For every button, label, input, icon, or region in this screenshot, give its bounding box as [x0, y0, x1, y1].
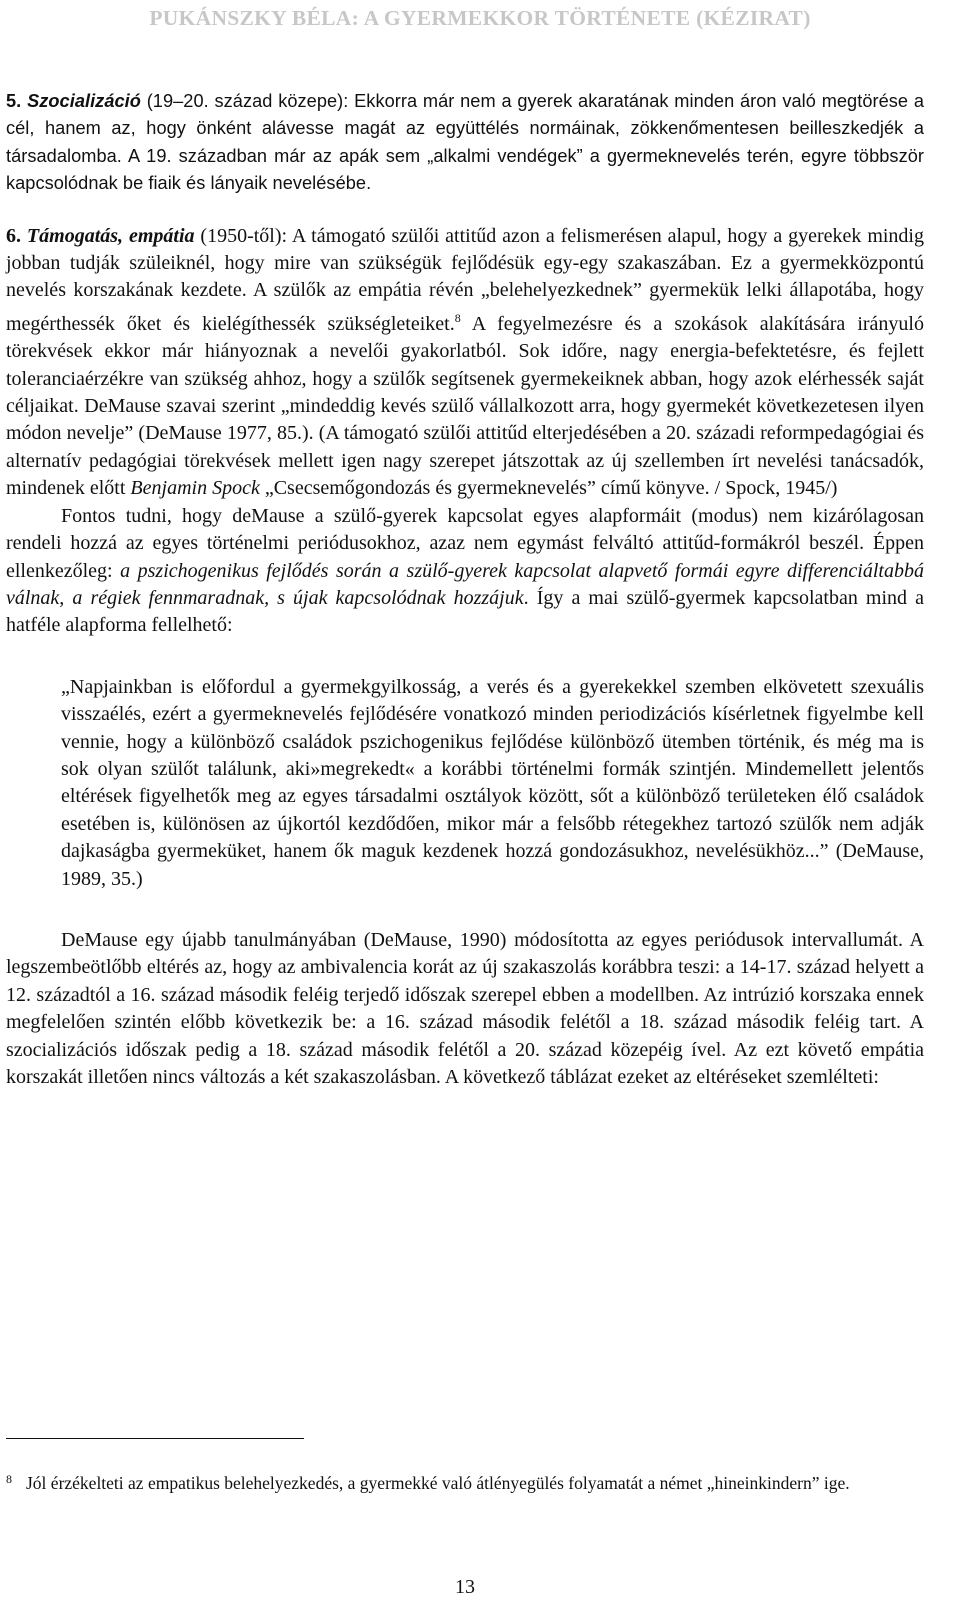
section-5-period: (19–20. század közepe): — [140, 91, 355, 111]
section-5-text: Ekkorra már nem a gyerek akaratának minden áron való megtörése a cél, hanem az, hogy önként alávesse magát az együttélés normáinak, zökkenőmentesen beilleszkedjék a társadalomba. A 19. században már az apák sem „alkalmi vendégek” a gyermeknevelés terén, egyre többször kapcsolódnak be fiaik és lányaik nevelésébe. — [6, 91, 925, 194]
block-quote: „Napjainkban is előfordul a gyermekgyilkosság, a verés és a gyerekekkel szemben elkövetett szexuális visszaélés, ezért a gyermeknevelés fejlődésére vonatkozó minden periodizációs kísérletnek figyelmbe kell vennie, hogy a különböző családok pszichogenikus fejlődése különböző ütemben történik, és még ma is sok olyan szülőt találunk, aki»megrekedt« a korábbi történelmi formák szintjén. Mindemellett jelentős eltérések figyelhetők meg az egyes társadalmi osztályok között, sőt a különböző területeken élő családok esetében is, különösen az újkortól kezdődően, mikor már a felsőbb rétegekhez tartozó szülők nem adják dajkaságba gyermeküket, hanem ők maguk kezdenek hozzá gondozásukhoz, nevelésükhöz...” (DeMause, 1989, 35.) — [61, 675, 924, 890]
section-5-title: Szocializáció — [27, 91, 141, 111]
section-6-text-2: A fegyelmezésre és a szokások alakítására irányuló törekvések ekkor már hiányoznak a nevelői gyakorlatból. Sok időre, nagy energia-befektetésre, és fejlett toleranciaérzékre van szükség ahhoz, hogy a szülők segítsenek gyermekeiknek abban, hogy azok elérhessék saját céljaikat. DeMause szavai szerint „mindeddig kevés szülő vállalkozott arra, hogy gyermekét következetesen ilyen módon nevelje” (DeMause 1977, 85.). (A támogató szülői attitűd elterjedésében a 20. századi reformpedagógiai és alternatív pedagógiai törekvések mellett igen nagy szerepet játszottak az új szellemben írt nevelési tanácsadók, mindenek előtt — [6, 312, 924, 500]
footnote-divider — [6, 1438, 304, 1439]
page-number: 13 — [455, 1576, 475, 1598]
fontos-text-2: . Így a mai szülő-gyermek kapcsolatban mind a hatféle alapforma fellelhető: — [6, 586, 924, 637]
footnote-text: Jól érzékelteti az empatikus belehelyezkedés, a gyermekké való átlényegülés folyamatát a német „hineinkindern” ige. — [26, 1472, 850, 1493]
footnote-number: 8 — [6, 1471, 12, 1486]
section-6-number: 6. — [6, 224, 21, 247]
section-5-paragraph — [6, 88, 924, 198]
running-header: PUKÁNSZKY BÉLA: A GYERMEKKOR TÖRTÉNETE (KÉZIRAT) — [149, 6, 811, 30]
demause-paragraph: DeMause egy újabb tanulmányában (DeMause, 1990) módosította az egyes periódusok intervallumát. A legszembeötlőbb eltérés az, hogy az ambivalencia korát az új szakaszolás korábbra teszi: a 14-17. század helyett a 12. századtól a 16. század második feléig terjedő időszak szerepel ebben a modellben. Az intrúzió korszaka ennek megfelelően szintén előbb következik be: a 16. század második felétől a 18. század második feléig tart. A szocializációs időszak pedig a 18. század második felétől a 20. század közepéig ível. Az ezt követő empátia korszakát illetően nincs változás a két szakaszolásban. A következő táblázat ezeket az eltéréseket szemlélteti: — [6, 928, 924, 1088]
footnote — [6, 1466, 924, 1497]
section-6-text-1: (1950-től): A támogató szülői attitűd azon a felismerésen alapul, hogy a gyerekek mindig jobban tudják szüleiknél, hogy mire van szükségük fejlődésük egy-egy szakaszában. Ez a gyermekközpontú nevelés korszakának kezdete. A szülők az empátia révén „belehelyezkednek” gyermekük lelki állapotába, hogy megérthessék őket és kielégíthessék szükségleteiket. — [6, 224, 924, 335]
page-body — [6, 88, 924, 1091]
author-name: Benjamin Spock — [130, 477, 260, 500]
section-6-paragraph — [6, 223, 924, 503]
section-6-text-3: „Csecsemőgondozás és gyermeknevelés” című könyve. / Spock, 1945/) — [259, 477, 838, 500]
fontos-text-1: Fontos tudni, hogy deMause a szülő-gyerek kapcsolat egyes alapformáit (modus) nem kizárólagosan rendeli hozzá az egyes történelmi periódusokhoz, azaz nem egymást felváltó attitűd-formákról beszél. Éppen ellenkezőleg: — [6, 504, 924, 582]
fontos-paragraph — [6, 503, 924, 640]
fontos-emphasis: a pszichogenikus fejlődés során a szülő-gyerek kapcsolat alapvető formái egyre differenciáltabbá válnak, a régiek fennmaradnak, s újak kapcsolódnak hozzájuk — [6, 559, 924, 609]
section-6-title: Támogatás, empátia — [26, 224, 195, 247]
section-5-number: 5. — [6, 91, 22, 111]
footnote-reference[interactable]: 8 — [454, 310, 461, 325]
